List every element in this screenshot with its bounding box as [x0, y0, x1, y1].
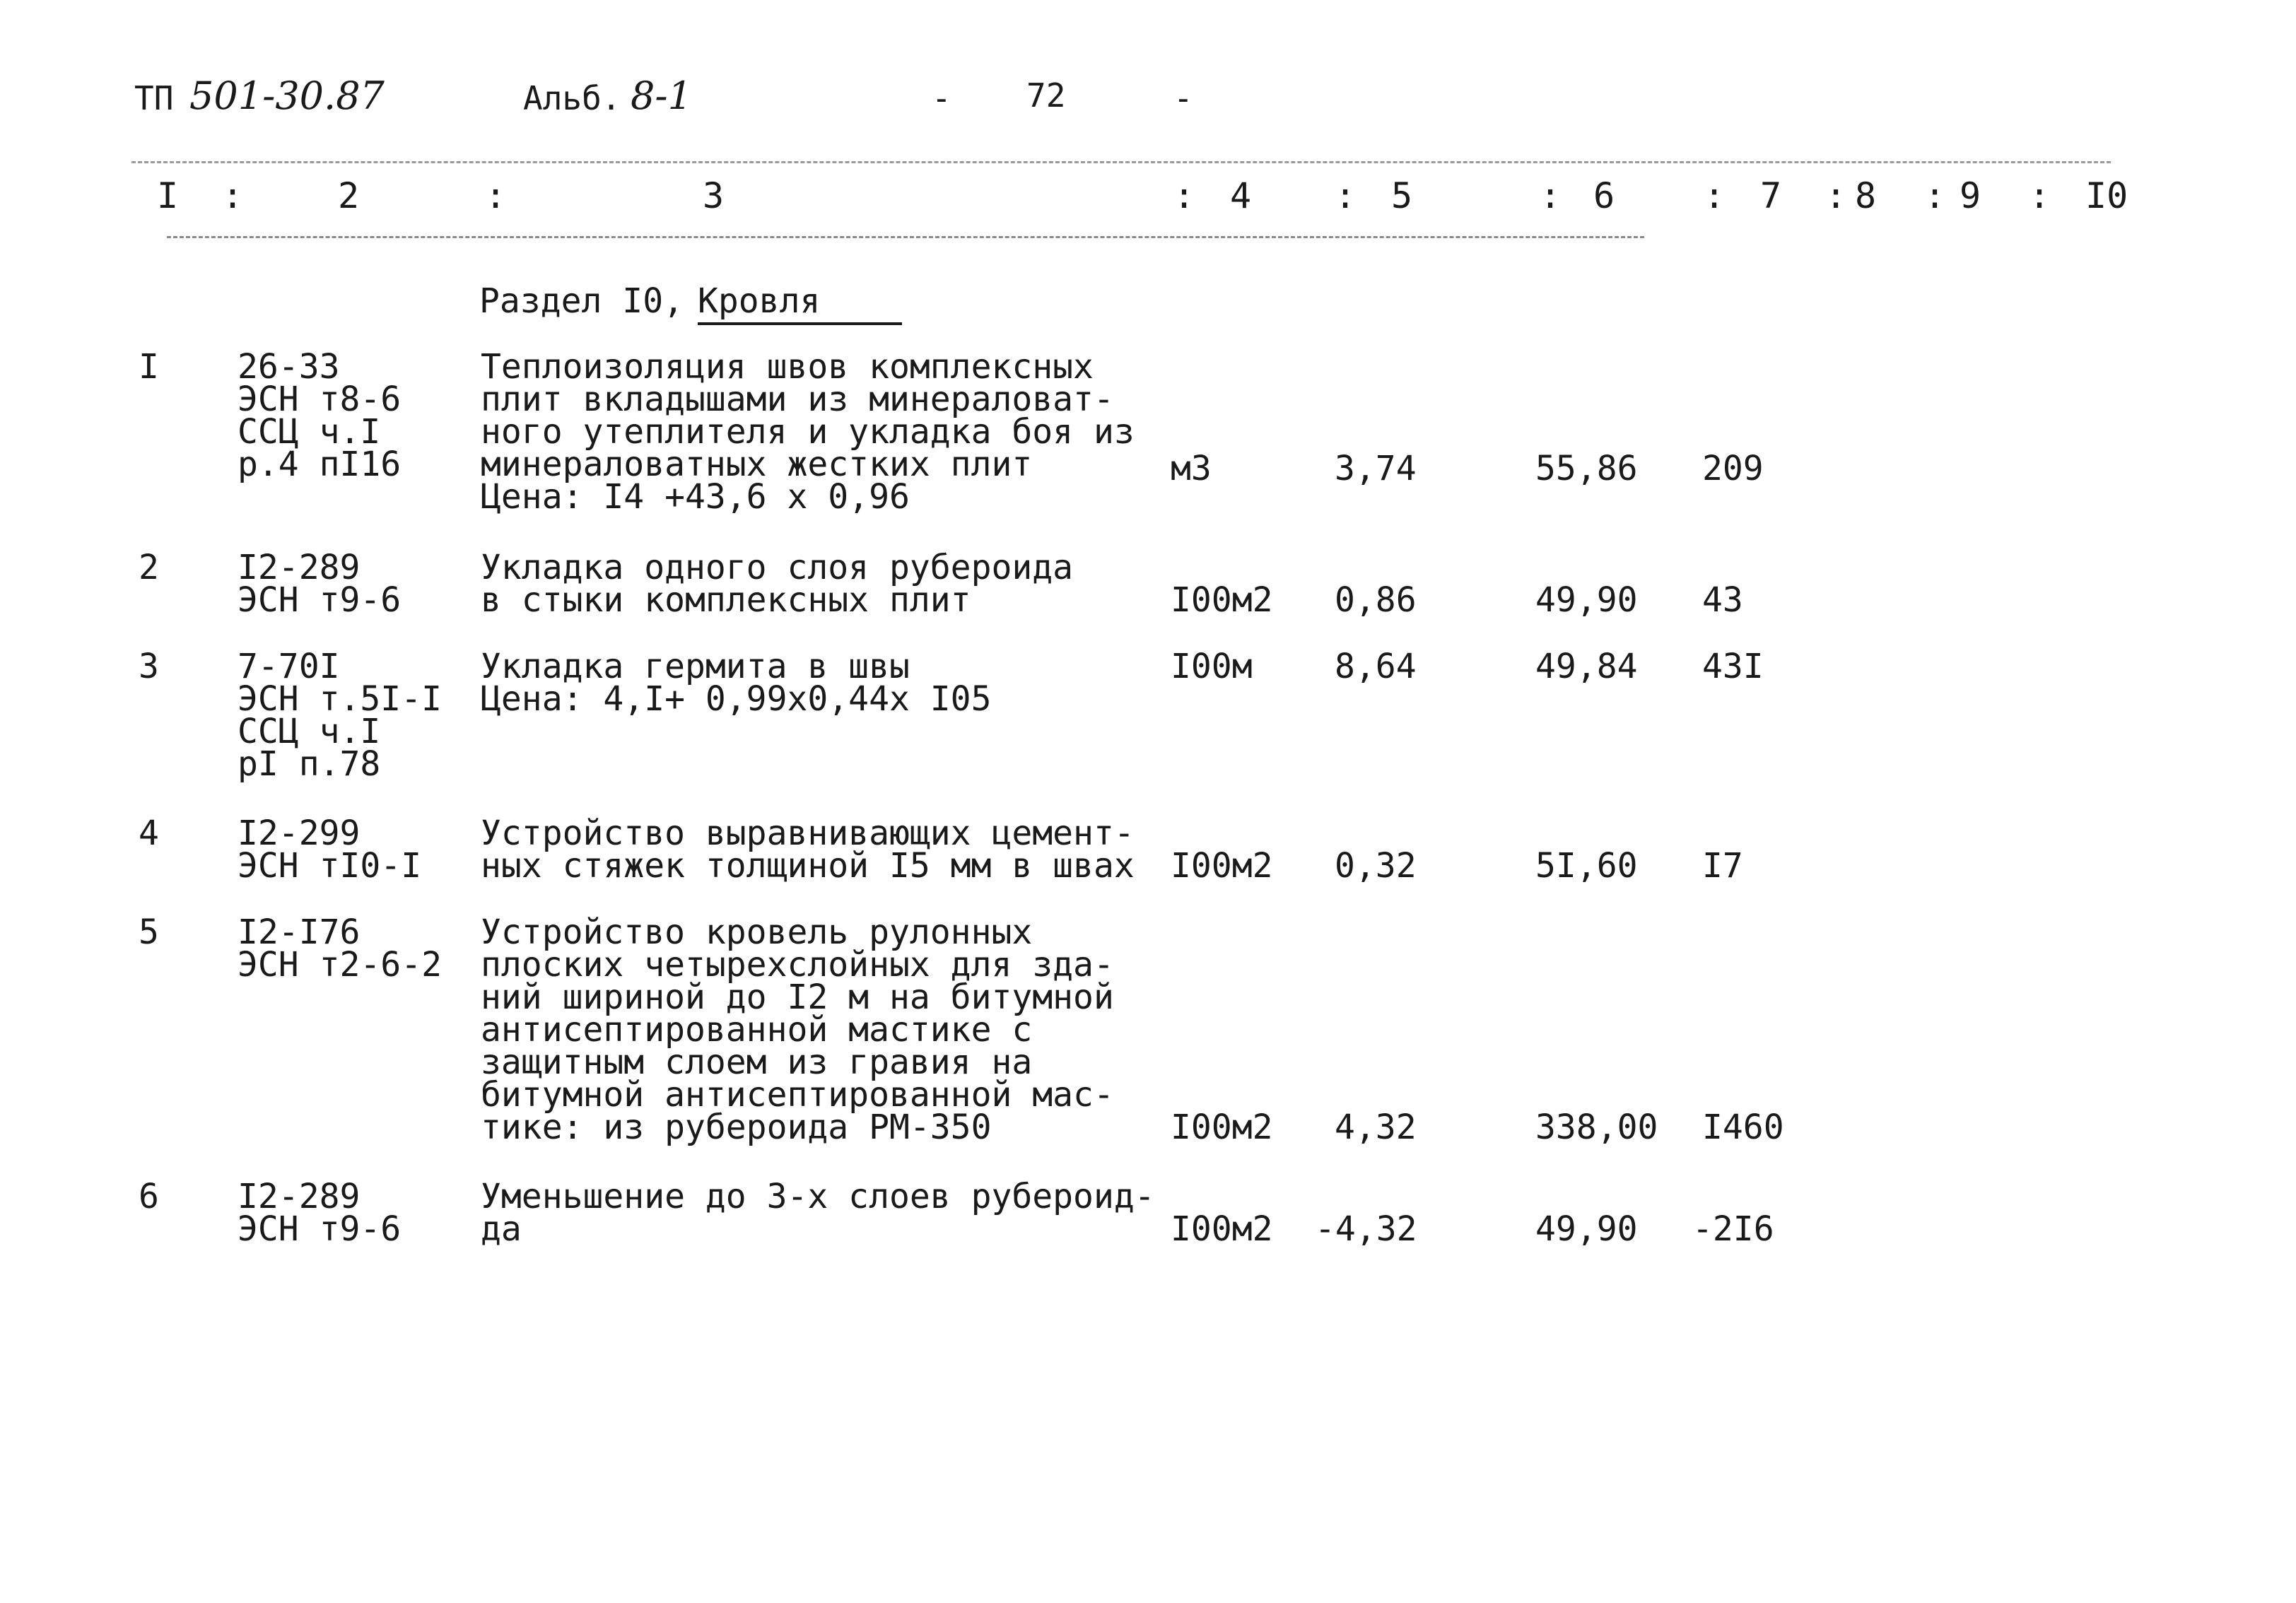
- section-name: Кровля: [698, 281, 820, 325]
- album-number: 8-1: [631, 74, 692, 118]
- norm-code: 7-70I ЭСН т.5I-I ССЦ ч.I рI п.78: [238, 647, 442, 784]
- total-cost: 43: [1702, 580, 1743, 620]
- unit-price: 49,90: [1535, 1209, 1638, 1249]
- row-number: 4: [139, 814, 159, 853]
- work-description: Уменьшение до 3-х слоев рубероид- да: [481, 1177, 1155, 1249]
- section-label: Раздел I0,: [479, 281, 684, 321]
- row-number: 2: [139, 548, 159, 587]
- row-number: I: [139, 347, 159, 387]
- total-cost: I7: [1702, 846, 1743, 886]
- unit-price: 55,86: [1535, 449, 1638, 488]
- norm-code: I2-289 ЭСН т9-6: [238, 548, 402, 620]
- unit: I00м: [1171, 647, 1253, 686]
- doc-number: 501-30.87: [189, 74, 385, 118]
- work-description: Укладка гермита в швы Цена: 4,I+ 0,99х0,44х I05: [481, 647, 992, 719]
- column-3-number: 3: [703, 175, 725, 216]
- unit: I00м2: [1171, 1108, 1273, 1147]
- column-8-number: 8: [1855, 175, 1877, 216]
- page-number: 72: [1026, 76, 1066, 114]
- section-title: [479, 281, 902, 321]
- quantity: 3,74: [1335, 449, 1417, 488]
- unit-price: 5I,60: [1535, 846, 1638, 886]
- quantity: -4,32: [1315, 1209, 1417, 1249]
- quantity: 0,32: [1335, 846, 1417, 886]
- album-label: Альб.: [523, 79, 621, 117]
- column-separator: :: [1540, 175, 1562, 216]
- norm-code: I2-299 ЭСН тI0-I: [238, 814, 422, 886]
- norm-code: 26-33 ЭСН т8-6 ССЦ ч.I р.4 пI16: [238, 347, 402, 484]
- unit-price: 49,84: [1535, 647, 1638, 686]
- column-4-number: 4: [1230, 175, 1252, 216]
- column-separator: :: [1704, 175, 1726, 216]
- row-number: 5: [139, 912, 159, 952]
- quantity: 8,64: [1335, 647, 1417, 686]
- column-separator: :: [2029, 175, 2051, 216]
- column-separator: :: [1825, 175, 1847, 216]
- norm-code: I2-I76 ЭСН т2-6-2: [238, 912, 442, 985]
- total-cost: 209: [1702, 449, 1764, 488]
- page-dash-left: -: [932, 79, 951, 117]
- column-separator: :: [1335, 175, 1357, 216]
- section-underline-tail: [820, 281, 902, 325]
- column-5-number: 5: [1391, 175, 1413, 216]
- column-2-number: 2: [338, 175, 360, 216]
- column-separator: :: [485, 175, 507, 216]
- column-1-number: I: [157, 175, 179, 216]
- total-cost: I460: [1702, 1108, 1784, 1147]
- quantity: 4,32: [1335, 1108, 1417, 1147]
- unit: м3: [1171, 449, 1212, 488]
- row-number: 3: [139, 647, 159, 686]
- work-description: Устройство кровель рулонных плоских четырехслойных для зда- ний шириной до I2 м на битумной антисептированной мастике с защитным слоем из гравия на битумной антисептированной мас- тике: из рубероида РМ-350: [481, 912, 1114, 1147]
- column-separator: :: [1173, 175, 1195, 216]
- page-dash-right: -: [1173, 79, 1193, 117]
- work-description: Укладка одного слоя рубероида в стыки комплексных плит: [481, 548, 1074, 620]
- work-description: Теплоизоляция швов комплексных плит вкладышами из минераловат- ного утеплителя и укладка боя из минераловатных жестких плит Цена: I4 +43,6 х 0,96: [481, 347, 1135, 517]
- header-bottom-rule: [167, 236, 1644, 238]
- total-cost: 43I: [1702, 647, 1764, 686]
- total-cost: -2I6: [1692, 1209, 1774, 1249]
- norm-code: I2-289 ЭСН т9-6: [238, 1177, 402, 1249]
- column-9-number: 9: [1960, 175, 1981, 216]
- unit: I00м2: [1171, 846, 1273, 886]
- column-separator: :: [222, 175, 244, 216]
- column-6-number: 6: [1593, 175, 1615, 216]
- work-description: Устройство выравнивающих цемент- ных стяжек толщиной I5 мм в швах: [481, 814, 1135, 886]
- column-separator: :: [1924, 175, 1946, 216]
- unit: I00м2: [1171, 580, 1273, 620]
- unit-price: 49,90: [1535, 580, 1638, 620]
- unit-price: 338,00: [1535, 1108, 1658, 1147]
- quantity: 0,86: [1335, 580, 1417, 620]
- unit: I00м2: [1171, 1209, 1273, 1249]
- row-number: 6: [139, 1177, 159, 1216]
- header-top-rule: [131, 161, 2111, 163]
- column-10-number: I0: [2085, 175, 2128, 216]
- doc-prefix: ТП: [134, 79, 174, 117]
- column-7-number: 7: [1760, 175, 1782, 216]
